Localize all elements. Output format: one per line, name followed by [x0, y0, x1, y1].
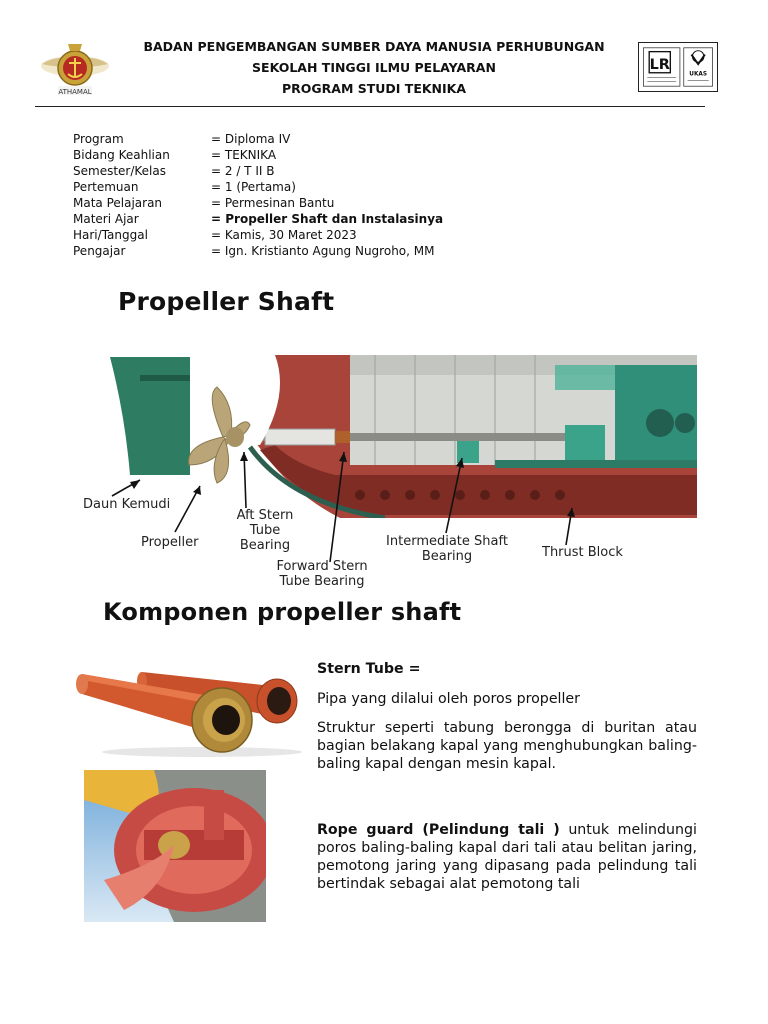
rope-guard-heading: Rope guard (Pelindung tali )	[317, 822, 560, 838]
info-row-hari-tanggal	[73, 227, 443, 243]
header-divider	[35, 106, 705, 107]
callout-forward-stern-tube-bearing	[274, 559, 370, 589]
lr-mark: LR	[649, 56, 670, 73]
info-value: = Diploma IV	[211, 132, 291, 146]
course-info	[73, 131, 443, 259]
info-label: Pengajar	[73, 244, 126, 258]
info-value: = 1 (Pertama)	[211, 180, 296, 194]
info-value: = Kamis, 30 Maret 2023	[211, 228, 357, 242]
stern-tube-definition: Pipa yang dilalui oleh poros propeller	[317, 691, 580, 707]
callout-line: Aft Stern Tube	[236, 508, 294, 538]
info-label: Pertemuan	[73, 180, 139, 194]
info-row-pertemuan	[73, 179, 443, 195]
info-value: = 2 / T II B	[211, 164, 275, 178]
rope-guard-image	[84, 770, 266, 922]
heading-line-2: SEKOLAH TINGGI ILMU PELAYARAN	[252, 60, 496, 75]
info-value: = Permesinan Bantu	[211, 196, 335, 210]
callout-daun-kemudi: Daun Kemudi	[83, 497, 171, 512]
info-row-bidang	[73, 147, 443, 163]
ukas-mark: UKAS	[689, 71, 708, 78]
callout-line: Bearing	[239, 538, 291, 553]
info-label: Materi Ajar	[73, 212, 139, 226]
info-label: Hari/Tanggal	[73, 228, 148, 242]
section-title-propeller-shaft: Propeller Shaft	[118, 287, 335, 316]
callout-intermediate-shaft-bearing	[384, 534, 510, 564]
certification-logo-icon	[638, 42, 718, 92]
heading-line-1: BADAN PENGEMBANGAN SUMBER DAYA MANUSIA PERHUBUNGAN	[143, 39, 605, 54]
emblem-text: ATHAMAL	[58, 88, 92, 96]
institution-heading	[120, 36, 628, 99]
info-row-mata-pelajaran	[73, 195, 443, 211]
info-label: Semester/Kelas	[73, 164, 166, 178]
heading-line-3: PROGRAM STUDI TEKNIKA	[281, 81, 467, 96]
info-label: Mata Pelajaran	[73, 196, 163, 210]
propeller-shaft-diagram	[85, 355, 697, 518]
info-row-semester	[73, 163, 443, 179]
stern-tube-image	[72, 660, 304, 758]
school-emblem-icon	[38, 38, 112, 100]
stern-tube-heading: Stern Tube =	[317, 661, 421, 677]
info-value: = Ign. Kristianto Agung Nugroho, MM	[211, 244, 435, 258]
callout-thrust-block: Thrust Block	[542, 545, 623, 560]
info-row-program	[73, 131, 443, 147]
callout-aft-stern-tube-bearing	[222, 508, 308, 553]
info-label: Bidang Keahlian	[73, 148, 170, 162]
info-label: Program	[73, 132, 124, 146]
rope-guard-description	[317, 821, 697, 893]
stern-tube-description: Struktur seperti tabung berongga di buritan atau bagian belakang kapal yang menghubungkan baling-baling kapal dengan mesin kapal.	[317, 720, 697, 772]
rope-guard-text: untuk melindungi poros baling-baling kapal dari tali atau belitan jaring, pemotong jaring yang dipasang pada pelindung tali bertindak sebagai alat pemotong tali	[317, 822, 697, 892]
callout-line: Tube Bearing	[279, 574, 365, 589]
callout-line: Intermediate Shaft	[386, 534, 508, 549]
callout-propeller: Propeller	[141, 535, 199, 550]
info-row-pengajar	[73, 243, 443, 259]
callout-line: Bearing	[421, 549, 473, 564]
section-title-komponen: Komponen propeller shaft	[103, 598, 462, 626]
info-row-materi-ajar	[73, 211, 443, 227]
info-value: = Propeller Shaft dan Instalasinya	[211, 212, 444, 226]
info-value: = TEKNIKA	[211, 148, 277, 162]
document-header	[0, 0, 768, 110]
callout-line: Forward Stern	[276, 559, 368, 574]
